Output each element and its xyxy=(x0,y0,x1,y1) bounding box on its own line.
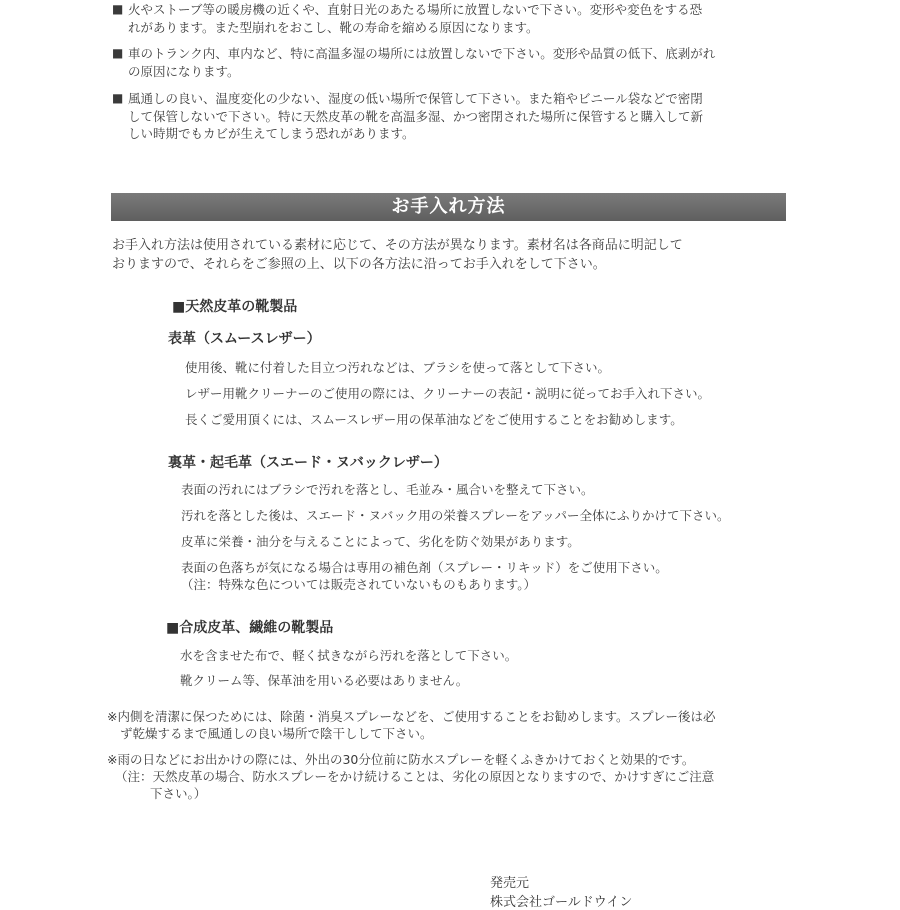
storage-note-2 xyxy=(112,45,792,80)
footnote-line: ず乾燥するまで風通しの良い場所で陰干しして下さい。 xyxy=(120,726,433,741)
bullet-square-icon: ■ xyxy=(112,91,124,105)
footnote-line: （注：天然皮革の場合、防水スプレーをかけ続けることは、劣化の原因となりますので、かけすぎにご注意 xyxy=(115,769,715,784)
care-intro-line: お手入れ方法は使用されている素材に応じて、その方法が異なります。素材名は各商品に明記して xyxy=(112,238,683,253)
bullet-square-icon: ■ xyxy=(112,46,124,60)
smooth-leather-title: 表革（スムースレザー） xyxy=(168,331,321,347)
storage-note-line: しい時期でもカビが生えてしまう恐れがあります。 xyxy=(128,126,415,141)
suede-leather-note: （注：特殊な色については販売されていないものもあります。） xyxy=(181,577,537,592)
care-intro-line: おりますので、それらをご参照の上、以下の各方法に沿ってお手入れをして下さい。 xyxy=(112,257,606,272)
publisher-label: 発売元 xyxy=(490,876,530,891)
synthetic-leather-title: ■合成皮革、繊維の靴製品 xyxy=(166,620,334,636)
smooth-leather-item: 長くご愛用頂くには、スムースレザー用の保革油などをご使用することをお勧めします。 xyxy=(185,412,683,427)
natural-leather-title: ■天然皮革の靴製品 xyxy=(172,299,298,315)
footnote-line: ※雨の日などにお出かけの際には、外出の30分位前に防水スプレーを軽くふきかけておくと効果的です。 xyxy=(107,752,695,767)
synthetic-leather-item: 水を含ませた布で、軽く拭きながら汚れを落として下さい。 xyxy=(180,648,518,663)
suede-leather-item: 汚れを落とした後は、スエード・ヌバック用の栄養スプレーをアッパー全体にふりかけて下さい。 xyxy=(181,508,730,523)
suede-leather-item: 皮革に栄養・油分を与えることによって、劣化を防ぐ効果があります。 xyxy=(181,534,580,549)
storage-note-3 xyxy=(112,90,792,143)
suede-leather-title: 裏革・起毛革（スエード・ヌバックレザー） xyxy=(168,455,448,471)
storage-note-line: 火やストーブ等の暖房機の近くや、直射日光のあたる場所に放置しないで下さい。変形や変色をする恐 xyxy=(128,2,703,17)
suede-leather-item: 表面の色落ちが気になる場合は専用の補色剤（スプレー・リキッド）をご使用下さい。 xyxy=(181,560,668,575)
smooth-leather-item: レザー用靴クリーナーのご使用の際には、クリーナーの表記・説明に従ってお手入れ下さい。 xyxy=(185,386,711,401)
storage-note-line: れがあります。また型崩れをおこし、靴の寿命を縮める原因になります。 xyxy=(128,19,539,35)
care-intro xyxy=(112,236,792,274)
bullet-square-icon: ■ xyxy=(112,2,124,16)
storage-note-line: の原因になります。 xyxy=(128,63,240,79)
footnote-line: 下さい。） xyxy=(150,786,207,801)
publisher-company: 株式会社ゴールドウイン xyxy=(490,895,633,910)
synthetic-leather-item: 靴クリーム等、保革油を用いる必要はありません。 xyxy=(180,673,469,688)
suede-leather-item: 表面の汚れにはブラシで汚れを落とし、毛並み・風合いを整えて下さい。 xyxy=(181,482,594,497)
storage-note-1 xyxy=(112,1,792,36)
storage-note-line: して保管しないで下さい。特に天然皮革の靴を高温多湿、かつ密閉された場所に保管すると購入して新 xyxy=(128,108,704,124)
smooth-leather-item: 使用後、靴に付着した目立つ汚れなどは、ブラシを使って落として下さい。 xyxy=(185,360,611,375)
storage-note-line: 車のトランク内、車内など、特に高温多湿の場所には放置しないで下さい。変形や品質の低下、底剥がれ xyxy=(128,46,716,61)
care-heading-banner: お手入れ方法 xyxy=(111,193,786,221)
storage-note-line: 風通しの良い、温度変化の少ない、湿度の低い場所で保管して下さい。また箱やビニール袋などで密閉 xyxy=(128,91,703,106)
footnote-line: ※内側を清潔に保つためには、除菌・消臭スプレーなどを、ご使用することをお勧めします。スプレー後は必 xyxy=(107,709,716,724)
